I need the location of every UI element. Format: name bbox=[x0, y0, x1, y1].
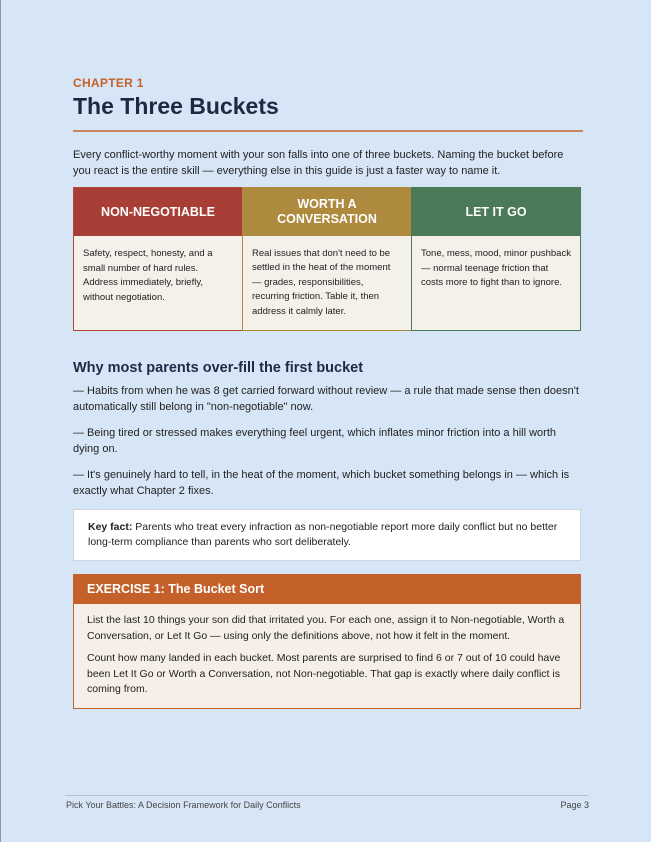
page-number: Page 3 bbox=[560, 800, 589, 810]
key-fact-callout bbox=[73, 509, 581, 561]
key-fact-text: Parents who treat every infraction as non-negotiable report more daily conflict but no better long-term compliance than parents who sort deliberately. bbox=[88, 521, 558, 548]
bucket-title: WORTH A CONVERSATION bbox=[243, 188, 411, 236]
bucket-non-negotiable bbox=[73, 187, 243, 331]
chapter-title: The Three Buckets bbox=[73, 93, 279, 119]
bucket-description: Tone, mess, mood, minor pushback — normal teenage friction that costs more to fight than to ignore. bbox=[421, 248, 571, 288]
buckets-table bbox=[73, 187, 581, 331]
footer-book-title: Pick Your Battles: A Decision Framework for Daily Conflicts bbox=[66, 800, 301, 810]
exercise-body bbox=[74, 604, 580, 714]
bucket-title: LET IT GO bbox=[412, 188, 580, 236]
reason-item: — It's genuinely hard to tell, in the heat of the moment, which bucket something belongs in — which is exactly what Chapter 2 fixes. bbox=[73, 469, 570, 497]
exercise-paragraph: List the last 10 things your son did that irritated you. For each one, assign it to Non-negotiable, Worth a Conversation, or Let It Go — using only the definitions above, not how it felt in the moment. bbox=[87, 614, 565, 642]
reason-item: — Habits from when he was 8 get carried forward without review — a rule that made sense then doesn't automatically still belong in "non-negotiable" now. bbox=[73, 385, 579, 413]
reasons-list bbox=[73, 383, 585, 509]
key-fact-label: Key fact: bbox=[88, 521, 133, 533]
exercise-paragraph: Count how many landed in each bucket. Most parents are surprised to find 6 or 7 out of 10 could have been Let It Go or Worth a Conversation, not Non-negotiable. That gap is exactly where daily conflict is coming from. bbox=[87, 652, 561, 695]
title-divider bbox=[73, 130, 583, 132]
bucket-description: Safety, respect, honesty, and a small number of hard rules. Address immediately, briefly, without negotiation. bbox=[83, 248, 213, 303]
bucket-description: Real issues that don't need to be settled in the heat of the moment — grades, responsibilities, recurring friction. Table it, then address it calmly later. bbox=[252, 247, 391, 317]
exercise-title: EXERCISE 1: The Bucket Sort bbox=[74, 575, 580, 604]
footer-divider bbox=[65, 795, 588, 796]
bucket-let-it-go bbox=[411, 187, 581, 331]
reason-item: — Being tired or stressed makes everything feel urgent, which inflates minor friction into a hill worth dying on. bbox=[73, 427, 556, 455]
bucket-worth-a-conversation bbox=[242, 187, 412, 331]
bucket-title: NON-NEGOTIABLE bbox=[74, 188, 242, 236]
page-left-edge bbox=[0, 0, 1, 842]
section-heading: Why most parents over-fill the first bucket bbox=[73, 360, 364, 376]
chapter-label: CHAPTER 1 bbox=[73, 76, 144, 90]
exercise-box bbox=[73, 574, 581, 709]
intro-paragraph: Every conflict-worthy moment with your son falls into one of three buckets. Naming the bucket before you react is the entire skill — everything else in this guide is just a faster way to name it. bbox=[73, 149, 564, 177]
